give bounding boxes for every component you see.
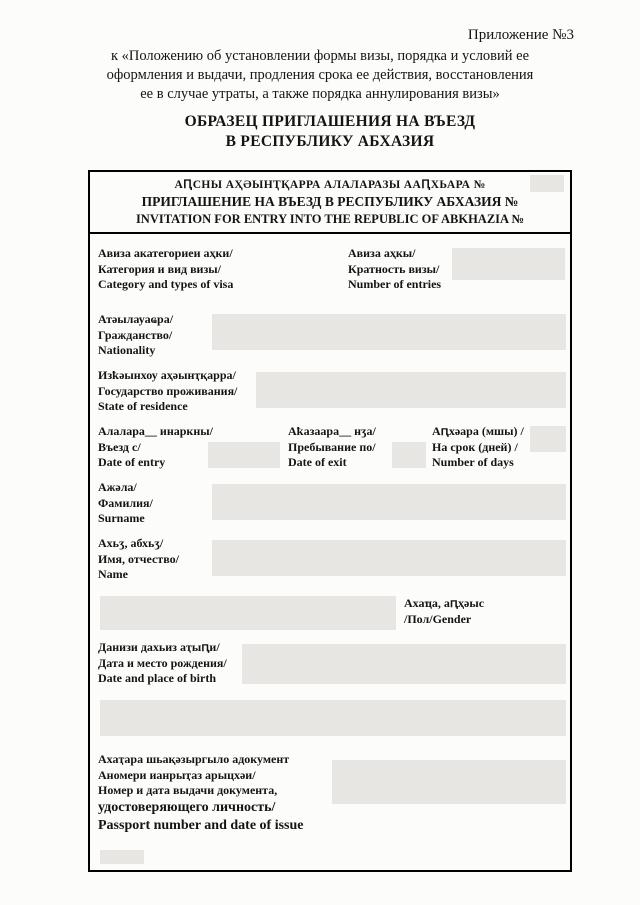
- label-russian: Гражданство/: [98, 327, 173, 342]
- field-days-label: [432, 424, 524, 471]
- field-date-entry-label: [98, 424, 213, 471]
- field-name-label: [98, 536, 179, 583]
- nationality-input-field[interactable]: [212, 314, 566, 350]
- preamble-line: оформления и выдачи, продления срока ее действия, восстановления: [106, 67, 534, 83]
- label-abkhaz: Изҟәынхоу аҳәынҭқарра/: [98, 368, 236, 382]
- label-abkhaz: Ахьӡ, абхьӡ/: [98, 536, 164, 550]
- label-russian: Государство проживания/: [98, 383, 238, 398]
- page-title: [0, 112, 640, 152]
- field-entries-label: [348, 246, 441, 293]
- birth-place-input-field[interactable]: [100, 700, 566, 736]
- preamble-text: [50, 47, 590, 104]
- label-russian: Пребывание по/: [288, 439, 376, 454]
- footer-field[interactable]: [100, 850, 144, 864]
- label-abkhaz: Авиза аҳкы/: [348, 246, 416, 260]
- label-russian: Дата и место рождения/: [98, 655, 227, 670]
- label-english: Category and types of visa: [98, 277, 234, 291]
- label-english: Date and place of birth: [98, 671, 216, 685]
- page-title-line: В РЕСПУБЛИКУ АБХАЗИЯ: [225, 133, 435, 150]
- preamble-line: ее в случае утраты, а также порядка аннулирования визы»: [140, 86, 500, 102]
- label-english: Number of entries: [348, 277, 442, 291]
- label-russian: удостоверяющего личность/: [98, 799, 276, 815]
- page-title-line: ОБРАЗЕЦ ПРИГЛАШЕНИЯ НА ВЪЕЗД: [184, 113, 476, 130]
- field-category-label: [98, 246, 233, 293]
- label-abkhaz: Ажәла/: [98, 480, 137, 494]
- date-exit-input-field[interactable]: [392, 442, 426, 468]
- label-russian: Номер и дата выдачи документа,: [98, 783, 278, 797]
- form-header-russian: ПРИГЛАШЕНИЕ НА ВЪЕЗД В РЕСПУБЛИКУ АБХАЗИЯ №: [141, 194, 519, 209]
- field-residence-label: [98, 368, 237, 415]
- label-abkhaz: Алалара__ инаркны/: [98, 424, 213, 438]
- label-abkhaz: Атәылауаҩра/: [98, 312, 174, 326]
- residence-input-field[interactable]: [256, 372, 566, 408]
- label-english: Name: [98, 567, 128, 581]
- label-english: State of residence: [98, 399, 188, 413]
- label-russian: Фамилия/: [98, 495, 153, 510]
- preamble-line: к «Положению об установлении формы визы, порядка и условий ее: [110, 48, 530, 64]
- label-abkhaz: Ахаҵа, аԥҳәыс: [404, 596, 485, 610]
- label-russian: Имя, отчество/: [98, 551, 179, 566]
- birth-input-field[interactable]: [242, 644, 566, 684]
- label-russian: Кратность визы/: [348, 261, 440, 276]
- label-abkhaz: Ахаҭара шьақәзыргыло адокумент: [98, 752, 290, 766]
- field-nationality-label: [98, 312, 173, 359]
- label-abkhaz: Данизи дахьиз аҭыԥи/: [98, 640, 220, 654]
- appendix-label: Приложение №3: [467, 27, 574, 43]
- invitation-form: [88, 170, 572, 872]
- form-header-english: INVITATION FOR ENTRY INTO THE REPUBLIC OF ABKHAZIA №: [135, 212, 525, 226]
- form-header: [90, 172, 570, 234]
- invitation-number-field[interactable]: [530, 175, 564, 192]
- field-birth-label: [98, 640, 227, 687]
- passport-input-field[interactable]: [332, 760, 566, 804]
- label-abkhaz: Авиза акатегориеи аҳки/: [98, 246, 233, 260]
- field-surname-label: [98, 480, 153, 527]
- gender-input-field[interactable]: [100, 596, 396, 630]
- field-passport-label: [98, 752, 304, 836]
- label-english: Nationality: [98, 343, 156, 357]
- surname-input-field[interactable]: [212, 484, 566, 520]
- label-abkhaz: Аномери ианрыҭаз арыцхәи/: [98, 767, 256, 782]
- label-abkhaz: Аԥхәара (мшы) /: [432, 424, 524, 438]
- field-date-exit-label: [288, 424, 376, 471]
- label-english: Number of days: [432, 455, 514, 469]
- label-russian-english: /Пол/Gender: [404, 611, 472, 626]
- form-header-abkhaz: АԤСНЫ АҲӘЫНҬҚАРРА АЛАЛАРАЗЫ ААԤХЬАРА №: [174, 179, 486, 191]
- name-input-field[interactable]: [212, 540, 566, 576]
- label-english: Passport number and date of issue: [98, 818, 304, 833]
- field-gender-label: [404, 596, 484, 627]
- label-abkhaz: Аҟазаара__ нӡа/: [288, 424, 376, 438]
- label-english: Date of entry: [98, 455, 166, 469]
- label-russian: На срок (дней) /: [432, 439, 518, 454]
- date-entry-input-field[interactable]: [208, 442, 280, 468]
- days-input-field[interactable]: [530, 426, 566, 452]
- label-russian: Въезд с/: [98, 439, 141, 454]
- entries-input-field[interactable]: [452, 248, 565, 280]
- label-english: Surname: [98, 511, 145, 525]
- label-english: Date of exit: [288, 455, 347, 469]
- label-russian: Категория и вид визы/: [98, 261, 221, 276]
